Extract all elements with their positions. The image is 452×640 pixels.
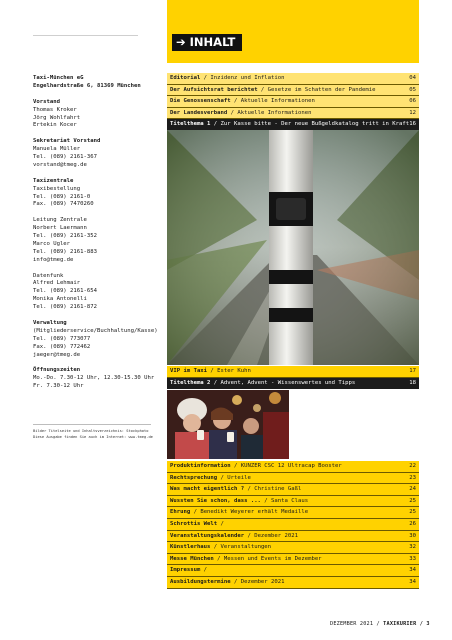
toc-row[interactable] — [167, 542, 419, 554]
toc-page-number: 12 — [409, 109, 416, 116]
toc-topic: / Gesetze im Schatten der Pandemie — [257, 86, 376, 93]
toc-page-number: 30 — [409, 532, 416, 539]
taxizentrale-heading: Taxizentrale — [33, 177, 74, 184]
toc-section-name: Wussten Sie schon, dass ... — [170, 497, 261, 504]
toc-row[interactable] — [167, 366, 419, 378]
toc-page-number: 16 — [409, 121, 416, 128]
contact-line: Tel. (089) 2161-654 — [33, 288, 97, 295]
toc-topic: / Aktuelle Informationen — [227, 109, 312, 116]
toc-section-mid — [167, 366, 419, 389]
verwaltung-block — [33, 320, 158, 360]
toc-topic: / Ester Kuhn — [207, 368, 251, 374]
toc-topic: / Dezember 2021 — [230, 578, 285, 585]
toc-row[interactable] — [167, 554, 419, 566]
toc-topic: / Santa Claus — [260, 497, 309, 504]
contact-line: Tel. (089) 2161-872 — [33, 304, 97, 311]
toc-page-number: 06 — [409, 98, 416, 105]
toc-section-name: Titelthema 1 — [170, 121, 211, 128]
contact-line: Tel. (089) 2161-883 — [33, 248, 97, 255]
toc-topic: / — [217, 520, 224, 527]
toc-page-number: 33 — [409, 555, 416, 562]
toc-section-name: Ausbildungstermine — [170, 578, 231, 585]
page-title — [172, 34, 242, 51]
credit-line: Bilder Titelseite und Inhaltsverzeichnis: Stockphoto — [33, 429, 149, 433]
toc-section-name: Editorial — [170, 75, 201, 81]
board-heading: Vorstand — [33, 98, 60, 105]
credit-line: Diese Ausgabe finden Sie auch im Internet: www.tmeg.de — [33, 435, 153, 439]
toc-topic: / Benedikt Weyerer erhält Medaille — [190, 509, 309, 516]
toc-section-name: Produktinformation — [170, 463, 231, 469]
toc-row-featured[interactable] — [167, 378, 419, 390]
contact-line: Tel. (089) 2161-367 — [33, 154, 97, 161]
toc-section-name: Veranstaltungskalender — [170, 532, 245, 539]
toc-row[interactable] — [167, 565, 419, 577]
speed-camera-photo — [167, 130, 419, 365]
contact-column — [33, 75, 158, 399]
toc-row[interactable] — [167, 531, 419, 543]
address-block — [33, 75, 153, 91]
divider-line — [33, 35, 138, 36]
taxizentrale-block — [33, 178, 153, 210]
toc-section-name: Die Genossenschaft — [170, 98, 231, 105]
email-link[interactable]: vorstand@tmeg.de — [33, 161, 87, 168]
contact-line: Manuela Müller — [33, 146, 81, 153]
toc-topic: / Dezember 2021 — [244, 532, 298, 539]
contact-line: Norbert Laermann — [33, 225, 87, 232]
toc-page-number: 05 — [409, 86, 416, 93]
page-footer — [330, 621, 430, 627]
toc-page-number: 25 — [409, 509, 416, 516]
contact-line: Taxibestellung — [33, 185, 81, 192]
toc-topic: / Veranstaltungen — [210, 544, 272, 551]
contact-line: Fax. (089) 7470260 — [33, 201, 94, 208]
toc-page-number: 18 — [409, 379, 416, 386]
toc-topic: / Inzidenz und Inflation — [200, 75, 285, 81]
leitung-block — [33, 217, 153, 264]
toc-section-name: Künstlerhaus — [170, 544, 211, 551]
contact-line: Monika Antonelli — [33, 296, 87, 303]
toc-section-name: Titelthema 2 — [170, 379, 211, 386]
toc-topic: / Zur Kasse bitte - Der neue Bußgeldkatalog tritt in Kraft — [210, 121, 410, 128]
toc-section-name: Der Aufsichtsrat berichtet — [170, 86, 258, 93]
verwaltung-heading: Verwaltung — [33, 320, 67, 326]
arrow-right-icon: ➔ — [176, 35, 186, 49]
header-band — [167, 0, 419, 63]
secretariat-block — [33, 138, 153, 170]
toc-page-number: 34 — [409, 578, 416, 585]
toc-row[interactable] — [167, 484, 419, 496]
board-member: Thomas Kroker — [33, 106, 77, 113]
hours-heading: Öffnungszeiten — [33, 367, 81, 374]
toc-section-name: Impressum — [170, 567, 201, 574]
toc-page-number: 04 — [409, 75, 416, 81]
toc-page-number: 25 — [409, 497, 416, 504]
contact-line: Datenfunk — [33, 272, 64, 279]
toc-section-name: Rechtsprechung — [170, 474, 218, 481]
toc-section-name: Schrottis Welt — [170, 520, 218, 527]
contact-line: Marco Ugler — [33, 240, 71, 247]
toc-page-number: 17 — [409, 368, 416, 374]
org-name: Taxi-München eG — [33, 75, 84, 81]
toc-row[interactable] — [167, 85, 419, 97]
hours-line: Mo.-Do. 7.30-12 Uhr, 12.30-15.30 Uhr — [33, 375, 155, 382]
page-title-text: INHALT — [189, 35, 236, 49]
toc-topic: / KUNZER CSC 12 Ultracap Booster — [230, 463, 342, 469]
toc-topic: / Christine Gaßl — [244, 486, 302, 493]
toc-row[interactable] — [167, 108, 419, 120]
contact-line: Fax. (089) 772462 — [33, 343, 91, 350]
toc-page-number: 24 — [409, 486, 416, 493]
image-credits — [33, 424, 151, 440]
toc-section-name: Der Landesverband — [170, 109, 228, 116]
datenfunk-block — [33, 273, 153, 313]
toc-section-name: VIP im Taxi — [170, 368, 208, 374]
toc-row[interactable] — [167, 507, 419, 519]
toc-section-top — [167, 73, 419, 131]
toc-page-number: 34 — [409, 567, 416, 574]
toc-row[interactable] — [167, 519, 419, 531]
toc-topic: / Messen und Events im Dezember — [213, 555, 322, 562]
contact-line: (Mitgliederservice/Buchhaltung/Kasse) — [33, 327, 158, 334]
toc-section-name: Ehrung — [170, 509, 191, 516]
toc-section-name: Was macht eigentlich ? — [170, 486, 245, 493]
board-member: Ertekin Kocer — [33, 122, 77, 129]
contact-line: Tel. (089) 2161-0 — [33, 193, 91, 200]
org-address: Engelhardstraße 6, 81369 München — [33, 82, 141, 89]
toc-topic: / Advent, Advent - Wissenswertes und Tipps — [210, 379, 356, 386]
toc-page-number: 23 — [409, 474, 416, 481]
toc-row[interactable] — [167, 96, 419, 108]
contact-line: Leitung Zentrale — [33, 217, 87, 224]
toc-row[interactable] — [167, 473, 419, 485]
toc-topic: / Urteile — [217, 474, 251, 481]
magazine-name: TAXIKURIER — [383, 621, 417, 627]
page-number: / 3 — [416, 621, 430, 627]
secretariat-heading: Sekretariat Vorstand — [33, 138, 101, 145]
toc-page-number: 22 — [409, 463, 416, 469]
email-link[interactable]: info@tmeg.de — [33, 256, 74, 263]
toc-row[interactable] — [167, 73, 419, 85]
toc-row[interactable] — [167, 461, 419, 473]
board-member: Jörg Wohlfahrt — [33, 114, 81, 121]
toc-topic: / — [200, 567, 208, 574]
toc-section-bottom — [167, 461, 419, 589]
contact-line: Tel. (089) 2161-352 — [33, 233, 97, 240]
hours-line: Fr. 7.30-12 Uhr — [33, 383, 84, 390]
toc-row[interactable] — [167, 496, 419, 508]
contact-line: Tel. (089) 773077 — [33, 335, 91, 342]
email-link[interactable]: jaeger@tmeg.de — [33, 351, 81, 358]
toc-page-number: 32 — [409, 544, 416, 551]
issue-date: DEZEMBER 2021 / — [330, 621, 384, 627]
toc-row[interactable] — [167, 577, 419, 589]
contact-line: Alfred Lehmair — [33, 280, 81, 287]
toc-page-number: 26 — [409, 520, 416, 527]
hours-block — [33, 367, 153, 391]
board-block — [33, 99, 153, 131]
christmas-market-photo — [167, 390, 289, 459]
toc-section-name: Messe München — [170, 555, 214, 562]
toc-topic: / Aktuelle Informationen — [230, 98, 315, 105]
